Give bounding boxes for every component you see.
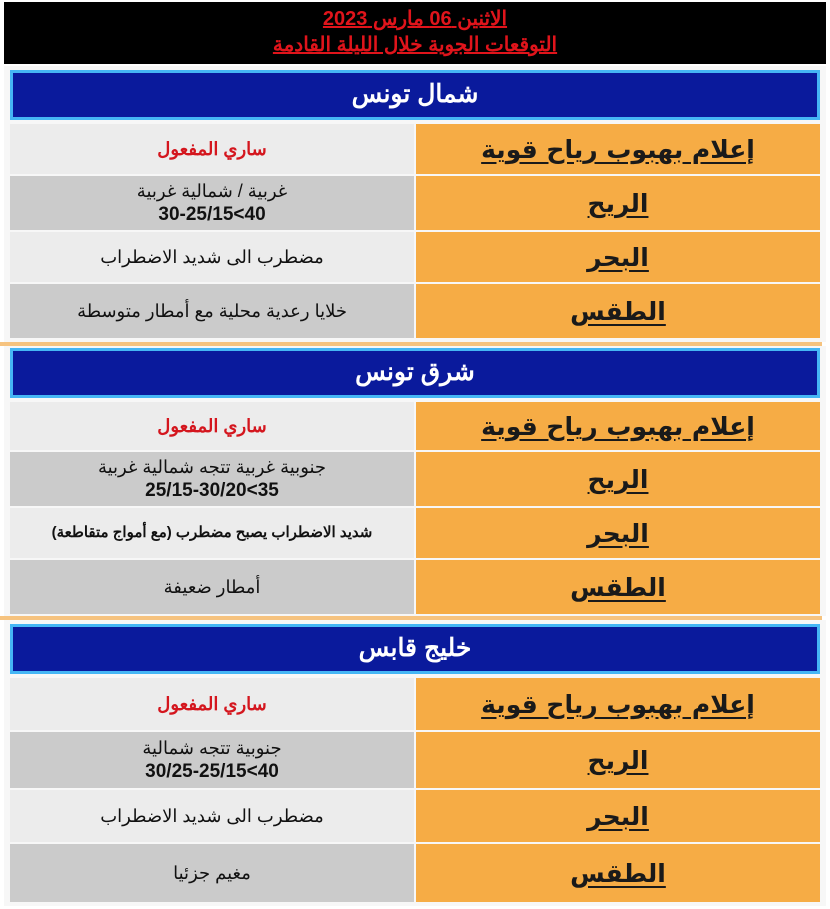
weather-label-cell <box>416 284 820 338</box>
weather-value-cell <box>10 284 414 338</box>
wind-value-cell <box>10 176 414 230</box>
wind-direction: جنوبية تتجه شمالية <box>142 738 282 758</box>
weather-value-cell <box>10 844 414 902</box>
wind-direction: غربية / شمالية غربية <box>136 181 288 201</box>
sea-row <box>10 232 820 282</box>
wind-row <box>10 452 820 506</box>
wind-speed: 40>30/25-25/15 <box>145 761 279 782</box>
section-title: شمال تونس <box>10 70 820 120</box>
weather-row <box>10 844 820 902</box>
weather-row <box>10 560 820 614</box>
wind-value-cell <box>10 452 414 506</box>
sea-row <box>10 790 820 842</box>
alert-label-cell <box>416 678 820 730</box>
wind-value-cell <box>10 732 414 788</box>
sea-label-cell <box>416 508 820 558</box>
weather-value: مغيم جزئيا <box>173 863 251 883</box>
wind-direction: جنوبية غربية تتجه شمالية غربية <box>97 457 327 477</box>
wind-label-cell <box>416 176 820 230</box>
wind-speed: 35>25/15-30/20 <box>145 480 279 501</box>
alert-value-cell <box>10 402 414 450</box>
wind-label-cell <box>416 732 820 788</box>
weather-value: أمطار ضعيفة <box>163 577 261 597</box>
wind-label: الريح <box>587 464 649 494</box>
wind-label: الريح <box>587 745 649 775</box>
weather-label: الطقس <box>570 858 666 888</box>
sea-label-cell <box>416 232 820 282</box>
weather-label: الطقس <box>570 296 666 326</box>
section-title: خليج قابس <box>10 624 820 674</box>
alert-label-cell <box>416 402 820 450</box>
wind-label-cell <box>416 452 820 506</box>
wind-label: الريح <box>587 188 649 218</box>
weather-label: الطقس <box>570 572 666 602</box>
sea-label: البحر <box>587 518 649 548</box>
alert-label: إعلام بهبوب رياح قوية <box>481 689 755 719</box>
alert-value-cell <box>10 678 414 730</box>
weather-row <box>10 284 820 338</box>
sea-row <box>10 508 820 558</box>
section-north <box>4 66 826 342</box>
alert-row <box>10 678 820 730</box>
sea-value: مضطرب الى شديد الاضطراب <box>100 806 324 826</box>
sea-value-cell <box>10 508 414 558</box>
alert-label: إعلام بهبوب رياح قوية <box>481 411 755 441</box>
weather-label-cell <box>416 844 820 902</box>
section-gabes <box>4 620 826 906</box>
alert-row <box>10 402 820 450</box>
sea-label: البحر <box>587 242 649 272</box>
date-line: الاثنين 06 مارس 2023 <box>322 8 508 30</box>
sea-value-cell <box>10 790 414 842</box>
alert-row <box>10 124 820 174</box>
sea-value-cell <box>10 232 414 282</box>
section-east <box>4 346 826 616</box>
sea-label-cell <box>416 790 820 842</box>
sea-value: شديد الاضطراب يصبح مضطرب (مع أمواج متقاطعة) <box>51 524 373 541</box>
page-header <box>4 2 826 64</box>
wind-speed: 40>30-25/15 <box>158 204 266 225</box>
forecast-subtitle: التوقعات الجوية خلال الليلة القادمة <box>272 34 558 56</box>
alert-value-cell <box>10 124 414 174</box>
wind-row <box>10 732 820 788</box>
alert-label: إعلام بهبوب رياح قوية <box>481 134 755 164</box>
alert-value: ساري المفعول <box>157 694 267 714</box>
wind-row <box>10 176 820 230</box>
alert-value: ساري المفعول <box>157 416 267 436</box>
section-title: شرق تونس <box>10 348 820 398</box>
weather-value: خلايا رعدية محلية مع أمطار متوسطة <box>77 301 347 321</box>
alert-value: ساري المفعول <box>157 139 267 159</box>
sea-label: البحر <box>587 801 649 831</box>
weather-value-cell <box>10 560 414 614</box>
weather-label-cell <box>416 560 820 614</box>
alert-label-cell <box>416 124 820 174</box>
sea-value: مضطرب الى شديد الاضطراب <box>100 247 324 267</box>
